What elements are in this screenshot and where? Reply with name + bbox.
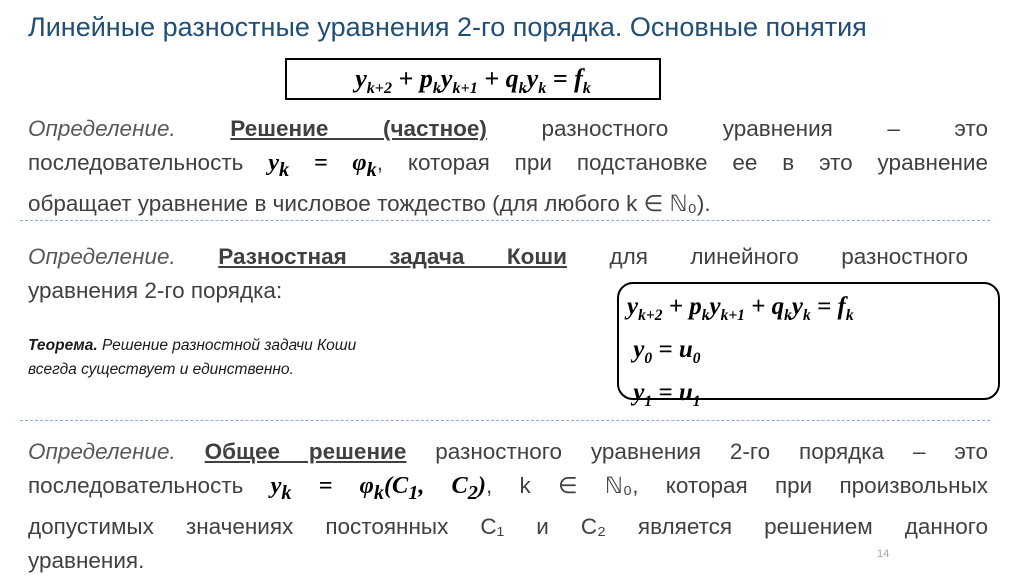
theorem-text: Решение разностной задачи Коши (101, 337, 357, 354)
definition-text: последовательность (28, 150, 244, 175)
general-solution-formula: $y_k = \varphi_k(C_1$, $C_2$) (270, 472, 486, 504)
cauchy-initial-0: $y_0 = u_0$ (627, 336, 701, 367)
definition-label: Определение. (28, 244, 176, 269)
cauchy-initial-1: $y_1 = u_1$ (627, 379, 701, 410)
slide-title: Линейные разностные уравнения 2-го порядка. Основные понятия (28, 12, 867, 42)
separator (20, 420, 990, 421)
page-number: 14 (877, 548, 890, 560)
definition-term: Общее решение (204, 439, 407, 464)
definition-solution (28, 112, 988, 221)
separator (20, 220, 990, 221)
definition-text: обращает уравнение в числовое тождество (для любого k ∈ ℕ₀). (28, 190, 711, 216)
definition-general-solution (28, 435, 988, 578)
definition-text: разностного уравнения – это (541, 116, 988, 141)
theorem-text: всегда существует и единственно. (28, 361, 294, 378)
cauchy-equation: $y_{k+2} + p_ky_{k+1} + q_ky_k = f_k$ (627, 293, 854, 324)
definition-text: уравнения 2-го порядка: (28, 278, 283, 303)
definition-text: , k ∈ ℕ₀, которая при произвольных (485, 473, 988, 498)
definition-label: Определение. (28, 116, 176, 141)
solution-formula: $y_k = \varphi_k$ (268, 149, 377, 181)
definition-text: для линейного разностного (609, 244, 968, 269)
cauchy-system (617, 282, 1000, 410)
definition-text: последовательность (28, 473, 244, 498)
definition-text: допустимых значениях постоянных C₁ и C₂ является решением данного (28, 513, 988, 539)
main-equation: $y_{k+2} + p_ky_{k+1} + q_ky_k = f_k$ (285, 58, 661, 100)
definition-term: Разностная задача Коши (218, 244, 567, 269)
definition-text: , которая при подстановке ее в это уравнение (376, 150, 988, 175)
theorem (28, 334, 356, 382)
definition-label: Определение. (28, 439, 176, 464)
definition-text: уравнения. (28, 547, 145, 573)
definition-term: Решение (частное) (230, 116, 487, 141)
theorem-label: Теорема. (28, 337, 98, 354)
definition-text: разностного уравнения 2-го порядка – это (435, 439, 988, 464)
